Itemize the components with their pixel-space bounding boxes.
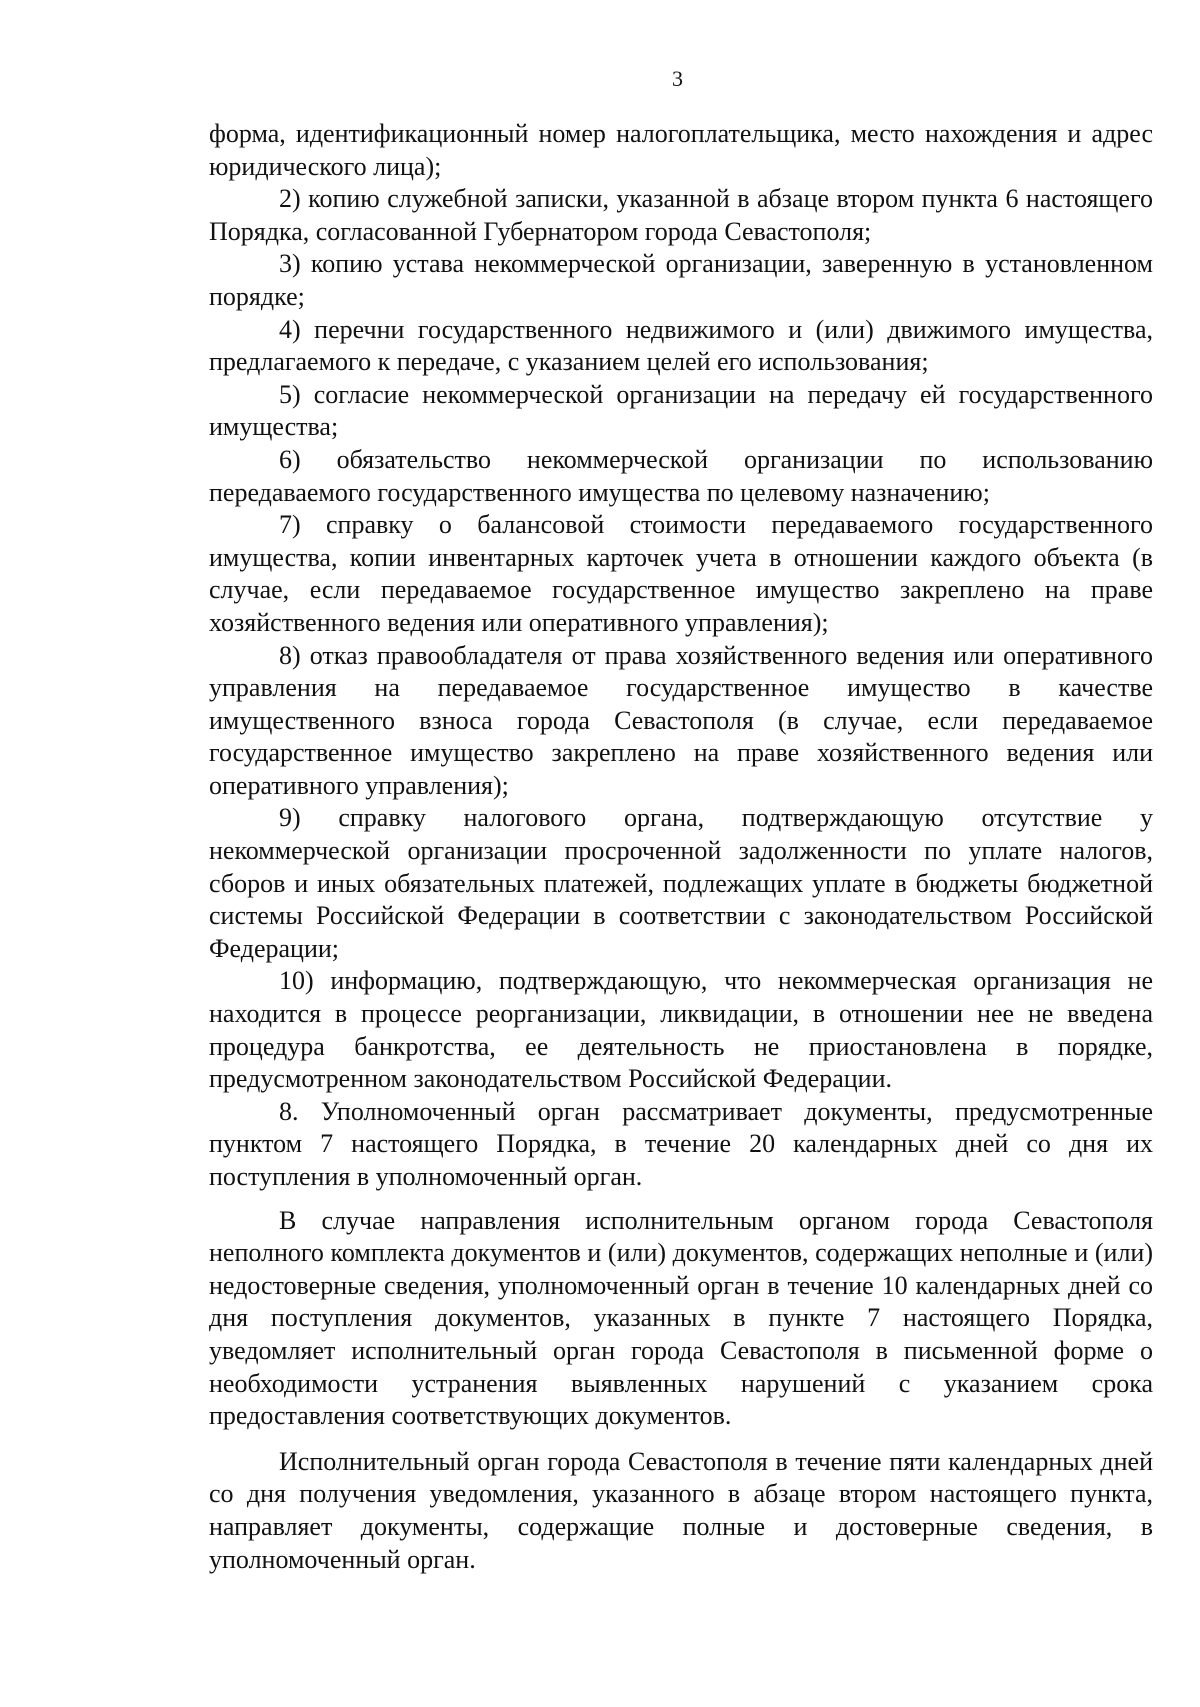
- list-item-2: 2) копию служебной записки, указанной в абзаце втором пункта 6 настоящего Порядка, согласованной Губернатором города Севастополя;: [209, 184, 1153, 246]
- list-item-4: 4) перечни государственного недвижимого и (или) движимого имущества, предлагаемого к передаче, с указанием целей его использования;: [209, 314, 1153, 377]
- list-item-3: 3) копию устава некоммерческой организации, заверенную в установленном порядке;: [209, 249, 1153, 311]
- page-number: 3: [672, 66, 683, 91]
- list-item-10: 10) информацию, подтверждающую, что некоммерческая организация не находится в процессе реорганизации, ликвидации, в отношении нее не введена процедура банкротства, ее деятельность не приостановлена в порядке, предусмотренном законодательством Российской Федерации.: [209, 966, 1153, 1094]
- list-item-7: 7) справку о балансовой стоимости передаваемого государственного имущества, копии инвентарных карточек учета в отношении каждого объекта (в случае, если передаваемое государственное имущество закреплено на праве хозяйственного ведения или оперативного управления);: [209, 510, 1153, 637]
- list-item-9: 9) справку налогового органа, подтверждающую отсутствие у некоммерческой организации просроченной задолженности по уплате налогов, сборов и иных обязательных платежей, подлежащих уплате в бюджеты бюджетной системы Российской Федерации в соответствии с законодательством Российской Федерации;: [209, 803, 1153, 963]
- paragraph-continuation: форма, идентификационный номер налогоплательщика, место нахождения и адрес юридического лица);: [209, 119, 1153, 181]
- list-item-5: 5) согласие некоммерческой организации на передачу ей государственного имущества;: [209, 379, 1153, 442]
- document-body: [209, 118, 1153, 1576]
- clause-8-paragraph-3: Исполнительный орган города Севастополя в течение пяти календарных дней со дня получения уведомления, указанного в абзаце втором настоящего пункта, направляет документы, содержащие полные и достоверные сведения, в уполномоченный орган.: [209, 1446, 1153, 1574]
- clause-8-paragraph-2: В случае направления исполнительным органом города Севастополя неполного комплекта документов и (или) документов, содержащих неполные и (или) недостоверные сведения, уполномоченный орган в течение 10 календарных дней со дня поступления документов, указанных в пункте 7 настоящего Порядка, уведомляет исполнительный орган города Севастополя в письменной форме о необходимости устранения выявленных нарушений с указанием срока предоставления соответствующих документов.: [209, 1205, 1153, 1431]
- list-item-8: 8) отказ правообладателя от права хозяйственного ведения или оперативного управления на передаваемое государственное имущество в качестве имущественного взноса города Севастополя (в случае, если передаваемое государственное имущество закреплено на праве хозяйственного ведения или оперативного управления);: [209, 640, 1153, 800]
- clause-8: 8. Уполномоченный орган рассматривает документы, предусмотренные пунктом 7 настоящего Порядка, в течение 20 календарных дней со дня их поступления в уполномоченный орган.: [209, 1096, 1153, 1191]
- list-item-6: 6) обязательство некоммерческой организации по использованию передаваемого государственного имущества по целевому назначению;: [209, 444, 1153, 507]
